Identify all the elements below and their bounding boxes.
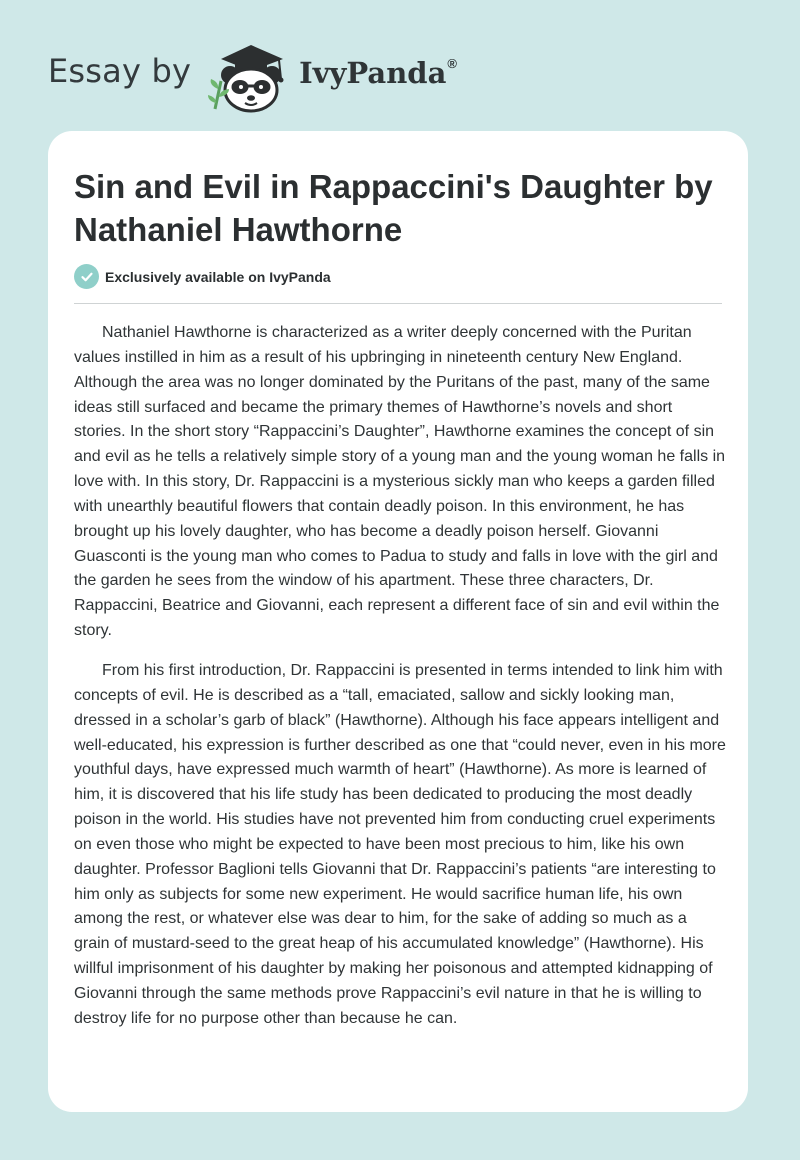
brand-name[interactable]: [299, 56, 457, 90]
check-circle-icon: [74, 264, 99, 289]
essay-paragraph-1: Nathaniel Hawthorne is characterized as a writer deeply concerned with the Puritan values instilled in him as a result of his upbringing in nineteenth century New England. Although the area was no longer dominated by the Puritans of the past, many of the same ideas still surfaced and became the primary themes of Hawthorne’s novels and short stories. In the short story “Rappaccini’s Daughter”, Hawthorne examines the concept of sin and evil as he tells a relatively simple story of a young man and the young woman he falls in love with. In this story, Dr. Rappaccini is a mysterious sickly man who keeps a garden filled with unearthly beautiful flowers that contain deadly poison. In this environment, he has brought up his lovely daughter, who has become a deadly poison herself. Giovanni Guasconti is the young man who comes to Padua to study and falls in love with the girl and the garden he sees from the window of his apartment. These three characters, Dr. Rappaccini, Beatrice and Giovanni, each represent a different face of sin and evil within the story.: [74, 324, 726, 640]
exclusive-badge: [74, 264, 331, 289]
divider: [74, 303, 722, 304]
panda-graduate-logo-icon[interactable]: [207, 35, 293, 113]
essay-card: [48, 131, 748, 1112]
essay-paragraph-2: From his first introduction, Dr. Rappaccini is presented in terms intended to link him with concepts of evil. He is described as a “tall, emaciated, sallow and sickly looking man, dressed in a scholar’s garb of black” (Hawthorne). Although his face appears intelligent and well-educated, his expression is further described as one that “could never, even in his more youthful days, have expressed much warmth of heart” (Hawthorne). As more is learned of him, it is discovered that his life study has been dedicated to producing the most deadly poison in the world. His studies have not prevented him from conducting cruel experiments on even those who might be expected to have been most precious to him, like his own daughter. Professor Baglioni tells Giovanni that Dr. Rappaccini’s patients “are interesting to him only as subjects for some new experiment. He would sacrifice human life, his own among the rest, or whatever else was dear to him, for the sake of adding so much as a grain of mustard-seed to the great heap of his accumulated knowledge” (Hawthorne). His willful imprisonment of his daughter by making her poisonous and attempted kidnapping of Giovanni through the same methods prove Rappaccini’s evil nature in that he is willing to destroy life for no purpose other than because he can.: [74, 661, 726, 1027]
exclusive-label: Exclusively available on IvyPanda: [105, 268, 331, 285]
brand-name-text: IvyPanda: [299, 56, 447, 90]
essay-body: [74, 321, 726, 1047]
essay-by-label: Essay by: [48, 52, 192, 90]
site-header: [48, 34, 548, 114]
essay-title: Sin and Evil in Rappaccini's Daughter by Nathaniel Hawthorne: [74, 168, 713, 248]
registered-mark: ®: [447, 56, 457, 72]
